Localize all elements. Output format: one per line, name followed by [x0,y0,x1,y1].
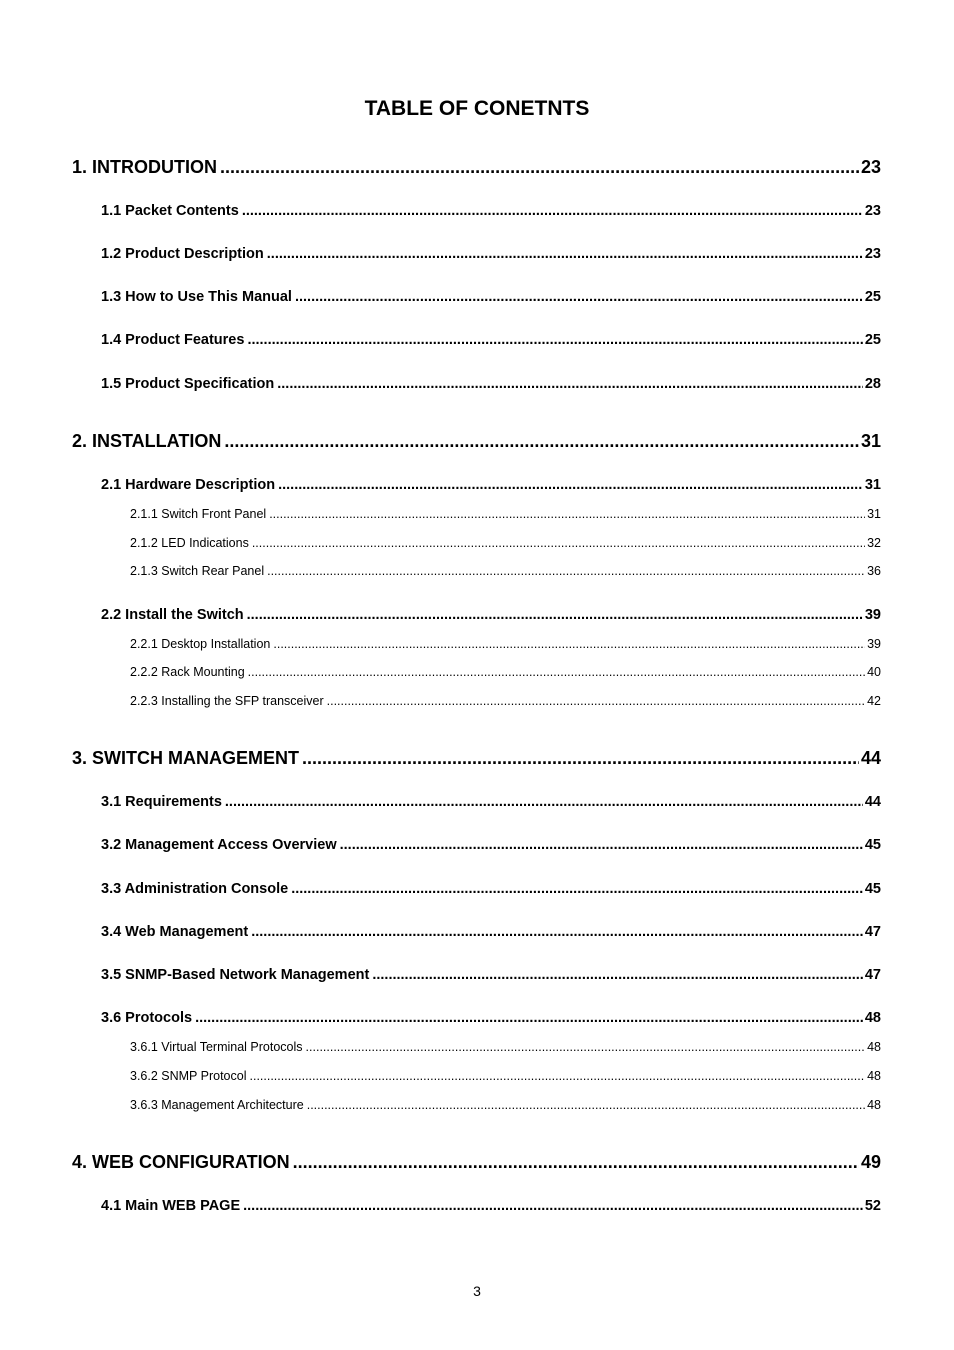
toc-entry-page: 47 [864,924,881,940]
toc-leader-dots [242,203,863,219]
toc-entry-page: 45 [864,837,881,853]
toc-leader-dots [267,564,865,578]
toc-leader-dots [269,507,865,521]
toc-entry-title: 4.1 Main WEB PAGE [101,1198,241,1214]
toc-entry-page: 48 [867,1098,881,1112]
page-title: TABLE OF CONETNTS [364,97,590,120]
toc-entry-page: 23 [864,203,881,219]
toc-leader-dots [224,431,859,452]
toc-entry-management-architecture[interactable] [130,1098,881,1112]
toc-entry-page: 47 [864,967,881,983]
toc-entry-title: 3.5 SNMP-Based Network Management [101,967,370,983]
page-number: 3 [473,1283,481,1299]
toc-entry-title: 1. INTRODUTION [72,157,218,177]
toc-entry-page: 42 [867,694,881,708]
toc-entry-title: 3.6.2 SNMP Protocol [130,1069,247,1083]
toc-entry-page: 45 [864,881,881,897]
toc-entry-page: 39 [867,637,881,651]
toc-entry-switch-front-panel[interactable] [130,507,881,521]
toc-entry-installation[interactable] [72,431,881,452]
toc-entry-title: 3.6 Protocols [101,1010,193,1026]
toc-entry-rack-mounting[interactable] [130,665,881,679]
toc-leader-dots [250,1069,866,1083]
toc-leader-dots [243,1198,863,1214]
toc-leader-dots [340,837,863,853]
toc-entry-hardware-description[interactable] [101,477,881,493]
toc-entry-page: 40 [867,665,881,679]
toc-entry-title: 3.4 Web Management [101,924,249,940]
toc-entry-page: 49 [860,1152,881,1172]
toc-entry-page: 36 [867,564,881,578]
toc-entry-title: 2.1.2 LED Indications [130,536,249,550]
toc-leader-dots [225,794,863,810]
toc-entry-page: 32 [867,536,881,550]
toc-entry-how-to-use[interactable] [101,289,881,305]
toc-entry-title: 2.2.1 Desktop Installation [130,637,271,651]
toc-leader-dots [307,1098,865,1112]
toc-entry-install-the-switch[interactable] [101,607,881,623]
toc-entry-title: 2.2.3 Installing the SFP transceiver [130,694,324,708]
toc-entry-snmp-network-management[interactable] [101,967,881,983]
toc-entry-title: 2.2.2 Rack Mounting [130,665,245,679]
toc-entry-title: 1.5 Product Specification [101,376,275,392]
toc-entry-title: 2.1.3 Switch Rear Panel [130,564,265,578]
toc-entry-title: 2.1 Hardware Description [101,477,276,493]
toc-leader-dots [302,748,859,769]
toc-entry-title: 3. SWITCH MANAGEMENT [72,748,299,768]
toc-entry-virtual-terminal-protocols[interactable] [130,1040,881,1054]
toc-leader-dots [247,332,862,348]
toc-leader-dots [273,637,865,651]
toc-leader-dots [327,694,865,708]
toc-leader-dots [267,246,863,262]
toc-entry-page: 31 [860,431,881,451]
toc-entry-desktop-installation[interactable] [130,637,881,651]
toc-entry-title: 3.1 Requirements [101,794,222,810]
toc-entry-title: 1.3 How to Use This Manual [101,289,292,305]
toc-leader-dots [291,881,863,897]
toc-entry-snmp-protocol[interactable] [130,1069,881,1083]
toc-entry-management-access-overview[interactable] [101,837,881,853]
toc-entry-title: 1.4 Product Features [101,332,245,348]
toc-entry-main-web-page[interactable] [101,1198,881,1214]
toc-leader-dots [295,289,863,305]
toc-entry-web-management[interactable] [101,924,881,940]
toc-entry-page: 28 [864,376,881,392]
toc-entry-page: 23 [860,157,881,177]
toc-entry-title: 3.2 Management Access Overview [101,837,337,853]
toc-entry-title: 2.1.1 Switch Front Panel [130,507,267,521]
toc-entry-protocols[interactable] [101,1010,881,1026]
toc-entry-led-indications[interactable] [130,536,881,550]
toc-entry-title: 4. WEB CONFIGURATION [72,1152,290,1172]
toc-entry-web-configuration[interactable] [72,1152,881,1173]
toc-entry-title: 1.2 Product Description [101,246,264,262]
toc-entry-switch-management[interactable] [72,748,881,769]
toc-entry-administration-console[interactable] [101,881,881,897]
toc-entry-page: 52 [864,1198,881,1214]
toc-leader-dots [247,607,863,623]
toc-entry-page: 48 [867,1040,881,1054]
toc-leader-dots [306,1040,866,1054]
toc-entry-page: 44 [864,794,881,810]
toc-leader-dots [278,477,863,493]
toc-leader-dots [195,1010,863,1026]
toc-entry-title: 1.1 Packet Contents [101,203,239,219]
toc-entry-title: 2. INSTALLATION [72,431,222,451]
toc-entry-title: 2.2 Install the Switch [101,607,244,623]
toc-leader-dots [293,1152,859,1173]
toc-entry-switch-rear-panel[interactable] [130,564,881,578]
toc-entry-title: 3.3 Administration Console [101,881,289,897]
toc-entry-product-specification[interactable] [101,376,881,392]
toc-leader-dots [251,924,863,940]
toc-leader-dots [248,665,865,679]
toc-entry-page: 39 [864,607,881,623]
toc-leader-dots [252,536,865,550]
toc-entry-page: 44 [860,748,881,768]
toc-entry-requirements[interactable] [101,794,881,810]
toc-entry-product-description[interactable] [101,246,881,262]
toc-entry-packet-contents[interactable] [101,203,881,219]
toc-entry-page: 48 [864,1010,881,1026]
toc-entry-page: 31 [867,507,881,521]
toc-leader-dots [277,376,863,392]
toc-leader-dots [372,967,863,983]
toc-entry-page: 31 [864,477,881,493]
toc-leader-dots [220,157,859,178]
toc-entry-page: 23 [864,246,881,262]
toc-entry-installing-sfp[interactable] [130,694,881,708]
toc-entry-page: 48 [867,1069,881,1083]
toc-entry-page: 25 [864,289,881,305]
toc-entry-title: 3.6.1 Virtual Terminal Protocols [130,1040,303,1054]
toc-entry-introduction[interactable] [72,157,881,178]
toc-entry-page: 25 [864,332,881,348]
toc-entry-product-features[interactable] [101,332,881,348]
toc-entry-title: 3.6.3 Management Architecture [130,1098,304,1112]
